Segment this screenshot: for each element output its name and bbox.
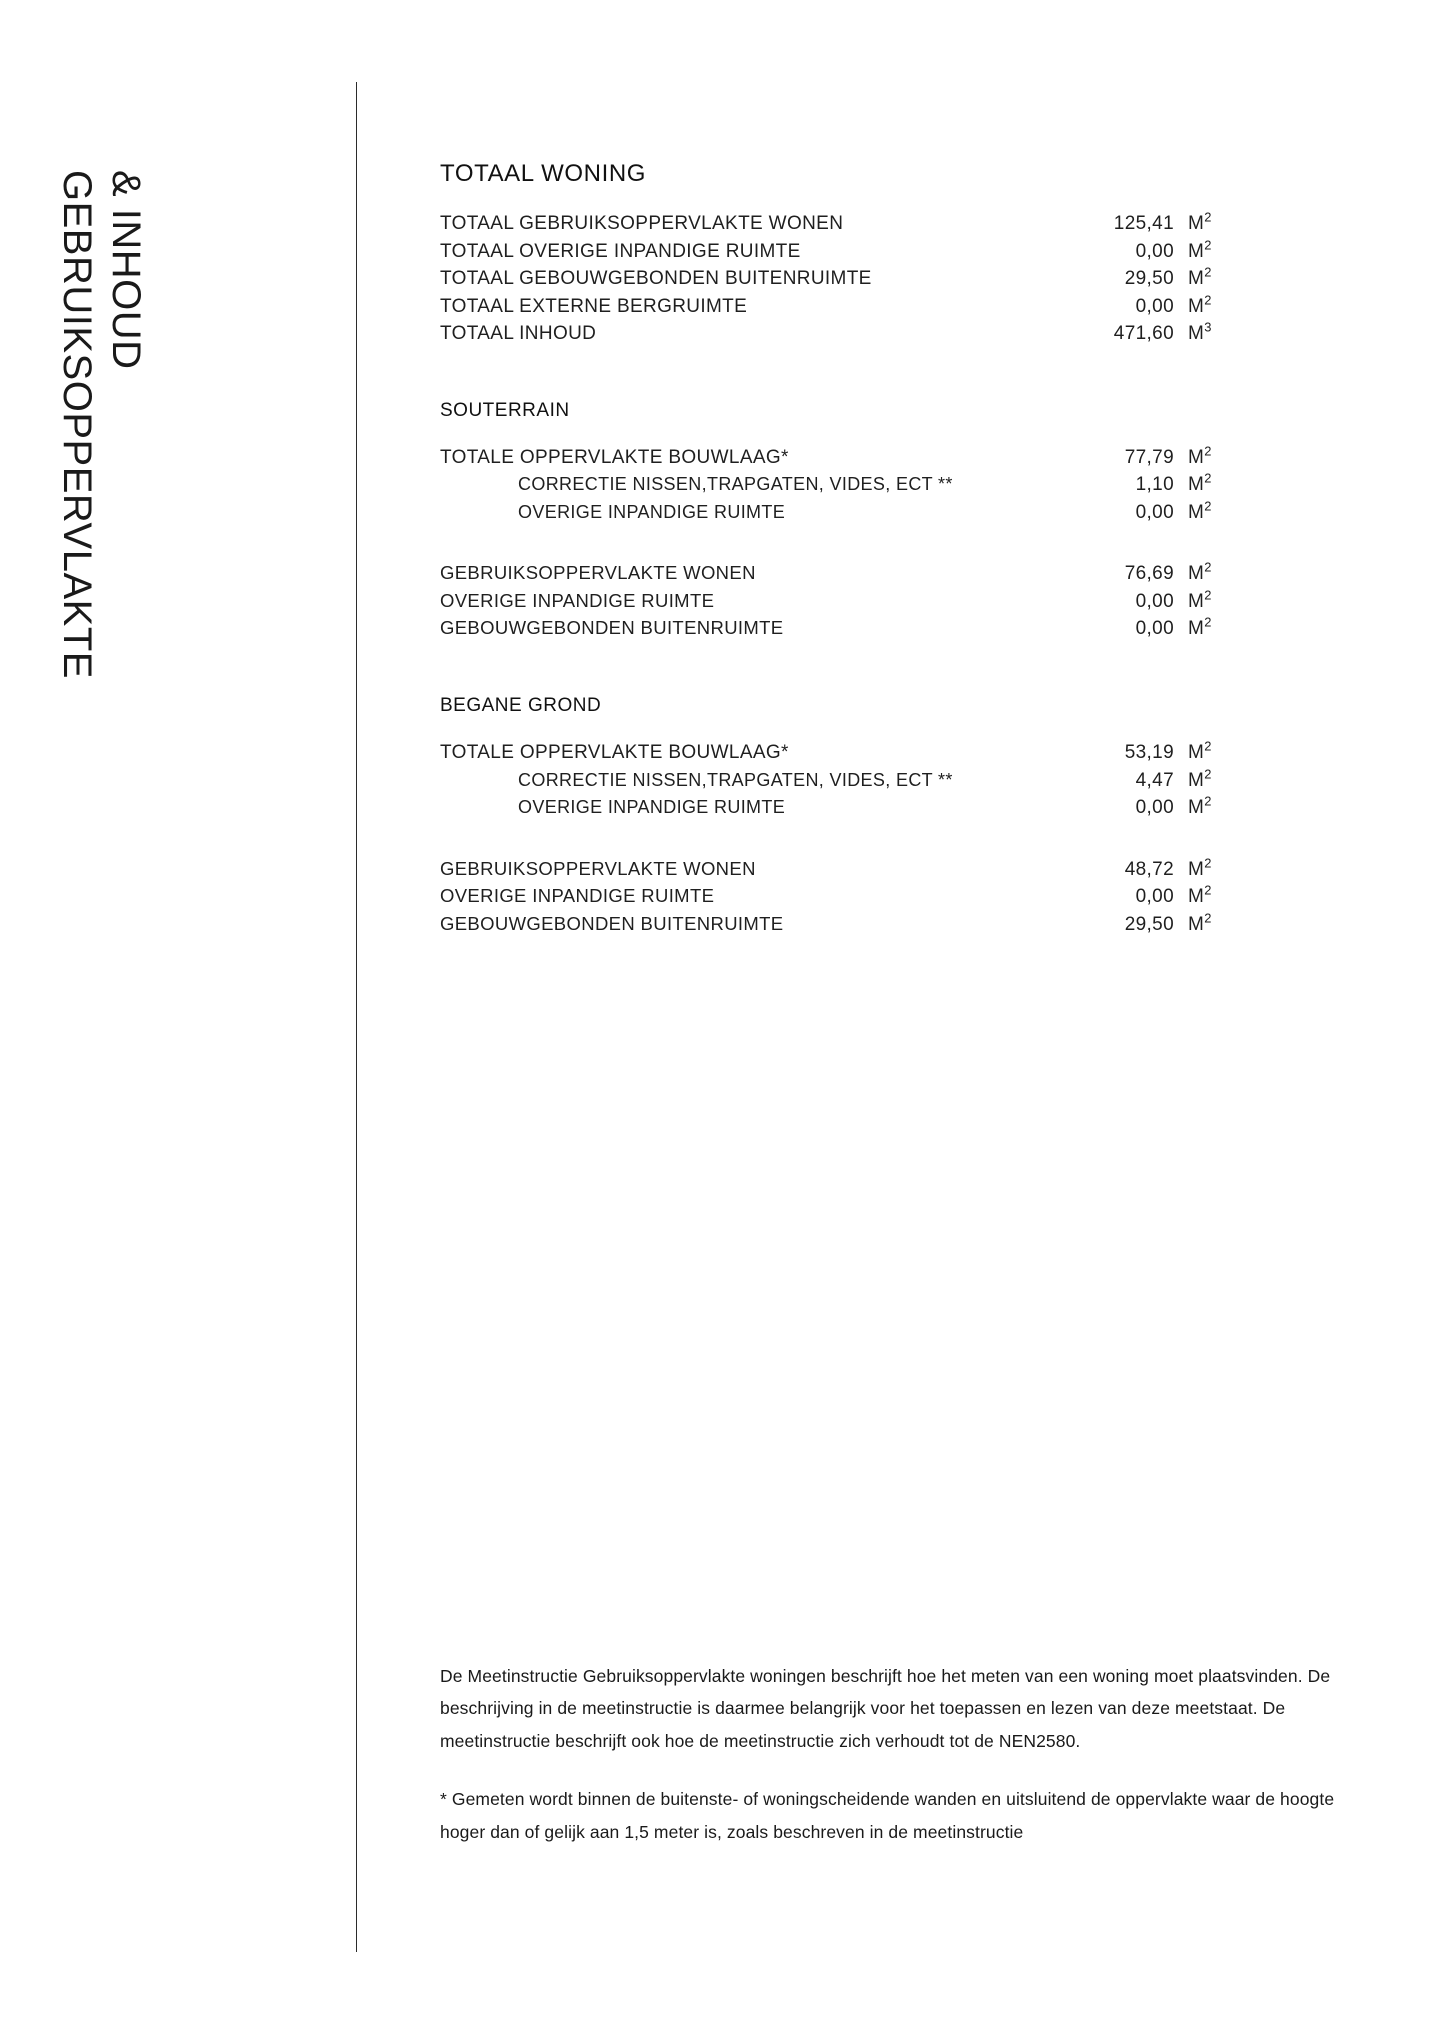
measurement-unit: $M^3$ [1188, 319, 1212, 345]
measurement-value: 29,50 [1124, 913, 1174, 935]
measurement-row [440, 615, 1240, 643]
vertical-divider [356, 82, 357, 1952]
section-title: TOTAAL WONING [440, 160, 647, 187]
spacer [440, 526, 1240, 560]
measurement-unit: $M^2$ [1188, 264, 1212, 290]
side-title-line-2: & INHOUD [104, 170, 148, 370]
measurement-unit: $M^2$ [1188, 443, 1212, 468]
measurement-label: GEBOUWGEBONDEN BUITENRUIMTE [440, 912, 784, 934]
measurement-value: 125,41 [1113, 213, 1174, 234]
measurement-unit: $M^2$ [1188, 910, 1212, 935]
measurement-value: 0,00 [1135, 797, 1174, 819]
measurement-unit: $M^2$ [1188, 292, 1212, 317]
spacer [440, 822, 1240, 856]
measurement-label: GEBRUIKSOPPERVLAKTE WONEN [440, 562, 756, 584]
measurement-value: 48,72 [1124, 858, 1174, 880]
measurement-row [440, 883, 1240, 911]
measurement-label: CORRECTIE NISSEN,TRAPGATEN, VIDES, ECT ** [518, 769, 953, 790]
measurement-value: 471,60 [1113, 323, 1174, 345]
measurement-value: 0,00 [1135, 886, 1174, 908]
measurement-label: TOTAAL INHOUD [440, 323, 597, 345]
measurement-label: GEBRUIKSOPPERVLAKTE WONEN [440, 857, 756, 879]
measurement-value: 29,50 [1124, 268, 1174, 290]
measurement-row [440, 767, 1240, 795]
measurement-group [440, 444, 1240, 527]
measurement-group [440, 210, 1240, 348]
measurement-unit: $M^2$ [1188, 498, 1212, 523]
measurement-unit: $M^2$ [1188, 560, 1212, 585]
measurement-unit: $M^2$ [1188, 855, 1212, 880]
measurement-unit: $M^2$ [1188, 766, 1212, 791]
measurement-label: TOTAAL OVERIGE INPANDIGE RUIMTE [440, 240, 801, 262]
measurement-value: 4,47 [1135, 769, 1174, 791]
measurement-unit: $M^2$ [1188, 587, 1212, 612]
measurement-value: 0,00 [1135, 295, 1174, 317]
measurement-unit: $M^2$ [1188, 882, 1212, 908]
measurement-row [440, 265, 1240, 293]
measurement-value: 77,79 [1124, 446, 1174, 468]
measurement-row [440, 210, 1240, 238]
measurement-row [440, 471, 1240, 499]
measurement-label: TOTALE OPPERVLAKTE BOUWLAAG* [440, 446, 789, 468]
measurement-label: GEBOUWGEBONDEN BUITENRUIMTE [440, 617, 784, 639]
measurement-value: 1,10 [1135, 474, 1174, 496]
footnote-paragraph-1: De Meetinstructie Gebruiksoppervlakte woningen beschrijft hoe het meten van een woning moet plaatsvinden. De beschrijving in de meetinstructie is daarmee belangrijk voor het toepassen en lezen van deze meetstaat. De meetinstructie beschrijft ook hoe de meetinstructie zich verhoudt tot de NEN2580. [440, 1666, 1331, 1751]
measurement-label: OVERIGE INPANDIGE RUIMTE [440, 885, 715, 907]
measurement-row [440, 238, 1240, 266]
measurement-value: 53,19 [1124, 742, 1174, 764]
measurement-row [440, 320, 1240, 348]
measurement-label: OVERIGE INPANDIGE RUIMTE [440, 589, 715, 611]
measurement-value: 76,69 [1124, 563, 1174, 585]
measurement-unit: $M^2$ [1188, 615, 1212, 640]
section-title: BEGANE GROND [440, 695, 602, 717]
spacer [440, 643, 1240, 695]
measurement-unit: $M^2$ [1188, 209, 1212, 234]
measurement-label: TOTAAL GEBRUIKSOPPERVLAKTE WONEN [440, 213, 844, 234]
spacer [440, 348, 1240, 400]
measurement-row [440, 588, 1240, 616]
measurement-row [440, 444, 1240, 472]
measurement-sheet [440, 160, 1240, 938]
measurement-row [440, 856, 1240, 884]
measurement-label: CORRECTIE NISSEN,TRAPGATEN, VIDES, ECT ** [518, 474, 953, 495]
measurement-value: 0,00 [1135, 501, 1174, 523]
measurement-unit: $M^2$ [1188, 793, 1212, 819]
measurement-label: OVERIGE INPANDIGE RUIMTE [518, 797, 786, 818]
measurement-row [440, 794, 1240, 822]
measurement-unit: $M^2$ [1188, 470, 1212, 496]
measurement-label: TOTALE OPPERVLAKTE BOUWLAAG* [440, 742, 789, 764]
measurement-row [440, 293, 1240, 321]
measurement-row [440, 560, 1240, 588]
measurement-row [440, 911, 1240, 939]
measurement-group [440, 560, 1240, 643]
side-title-line-1: GEBRUIKSOPPERVLAKTE [55, 170, 99, 679]
side-title-block [0, 0, 356, 2036]
measurement-value: 0,00 [1135, 240, 1174, 262]
measurement-label: TOTAAL GEBOUWGEBONDEN BUITENRUIMTE [440, 268, 872, 290]
measurement-row [440, 739, 1240, 767]
section-title: SOUTERRAIN [440, 399, 570, 421]
measurement-unit: $M^2$ [1188, 738, 1212, 764]
measurement-group [440, 739, 1240, 822]
measurement-label: TOTAAL EXTERNE BERGRUIMTE [440, 295, 748, 317]
measurement-value: 0,00 [1135, 618, 1174, 640]
measurement-unit: $M^2$ [1188, 237, 1212, 262]
measurement-group [440, 856, 1240, 939]
footnote-paragraph-2: * Gemeten wordt binnen de buitenste- of woningscheidende wanden en uitsluitend de oppervlakte waar de hoogte hoger dan of gelijk aan 1,5 meter is, zoals beschreven in de meetinstructie [440, 1789, 1335, 1842]
measurement-label: OVERIGE INPANDIGE RUIMTE [518, 501, 786, 522]
footnotes [440, 1660, 1340, 1848]
measurement-value: 0,00 [1135, 590, 1174, 612]
measurement-row [440, 499, 1240, 527]
